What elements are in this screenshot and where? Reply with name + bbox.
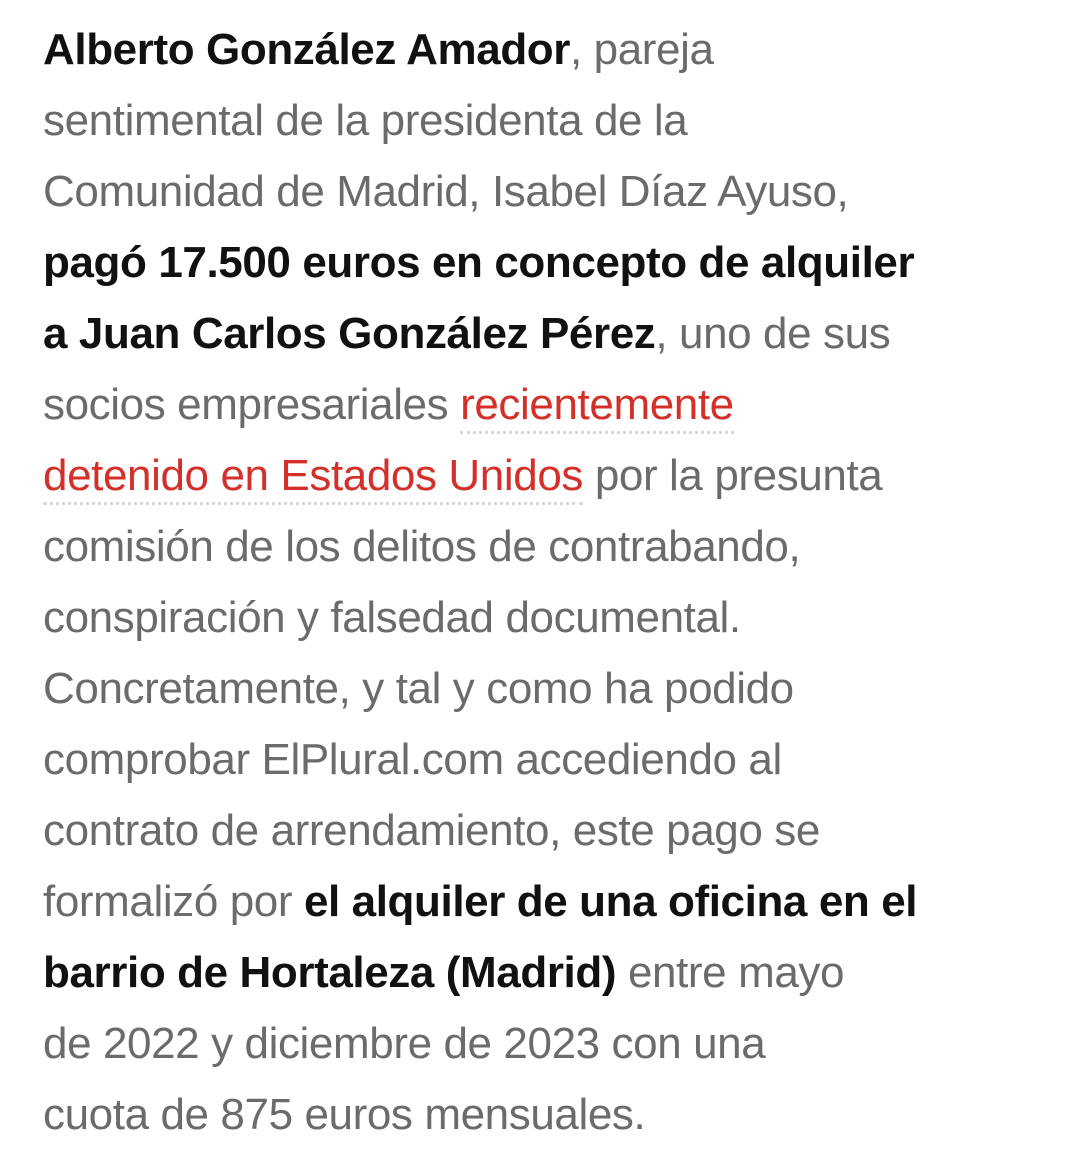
detention-link[interactable]: recientemente	[460, 380, 734, 434]
text-fragment: Concretamente, y tal y como ha podido	[43, 664, 794, 713]
text-line	[43, 1079, 1053, 1150]
text-line	[43, 582, 1053, 653]
text-line	[43, 85, 1053, 156]
text-fragment: entre mayo	[616, 948, 845, 997]
text-line	[43, 298, 1053, 369]
text-line	[43, 1008, 1053, 1079]
text-line	[43, 795, 1053, 866]
text-fragment: , uno de sus	[655, 309, 891, 358]
text-fragment: comprobar ElPlural.com accediendo al	[43, 735, 782, 784]
text-line	[43, 653, 1053, 724]
article-paragraph	[43, 14, 1053, 1150]
text-fragment: socios empresariales	[43, 380, 461, 429]
text-fragment: comisión de los delitos de contrabando,	[43, 522, 801, 571]
text-fragment: conspiración y falsedad documental.	[43, 593, 741, 642]
bold-name-alberto: Alberto González Amador	[43, 25, 571, 74]
text-line	[43, 14, 1053, 85]
text-fragment: sentimental de la presidenta de la	[43, 96, 688, 145]
text-line	[43, 511, 1053, 582]
text-line	[43, 866, 1053, 937]
text-fragment: cuota de 875 euros mensuales.	[43, 1090, 646, 1139]
text-line	[43, 937, 1053, 1008]
text-line	[43, 440, 1053, 511]
bold-hortaleza: barrio de Hortaleza (Madrid)	[43, 948, 617, 997]
text-line	[43, 227, 1053, 298]
text-line	[43, 369, 1053, 440]
text-line	[43, 724, 1053, 795]
text-fragment: por la presunta	[583, 451, 883, 500]
text-line	[43, 156, 1053, 227]
text-fragment: , pareja	[570, 25, 714, 74]
detention-link-continued[interactable]: detenido en Estados Unidos	[43, 451, 583, 505]
text-fragment: Comunidad de Madrid, Isabel Díaz Ayuso,	[43, 167, 849, 216]
text-fragment: de 2022 y diciembre de 2023 con una	[43, 1019, 766, 1068]
text-fragment: contrato de arrendamiento, este pago se	[43, 806, 820, 855]
bold-office-rental: el alquiler de una oficina en el	[303, 877, 918, 926]
bold-name-juan-carlos: a Juan Carlos González Pérez	[43, 309, 656, 358]
bold-payment-fact: pagó 17.500 euros en concepto de alquiler	[43, 238, 915, 287]
text-fragment: formalizó por	[43, 877, 304, 926]
